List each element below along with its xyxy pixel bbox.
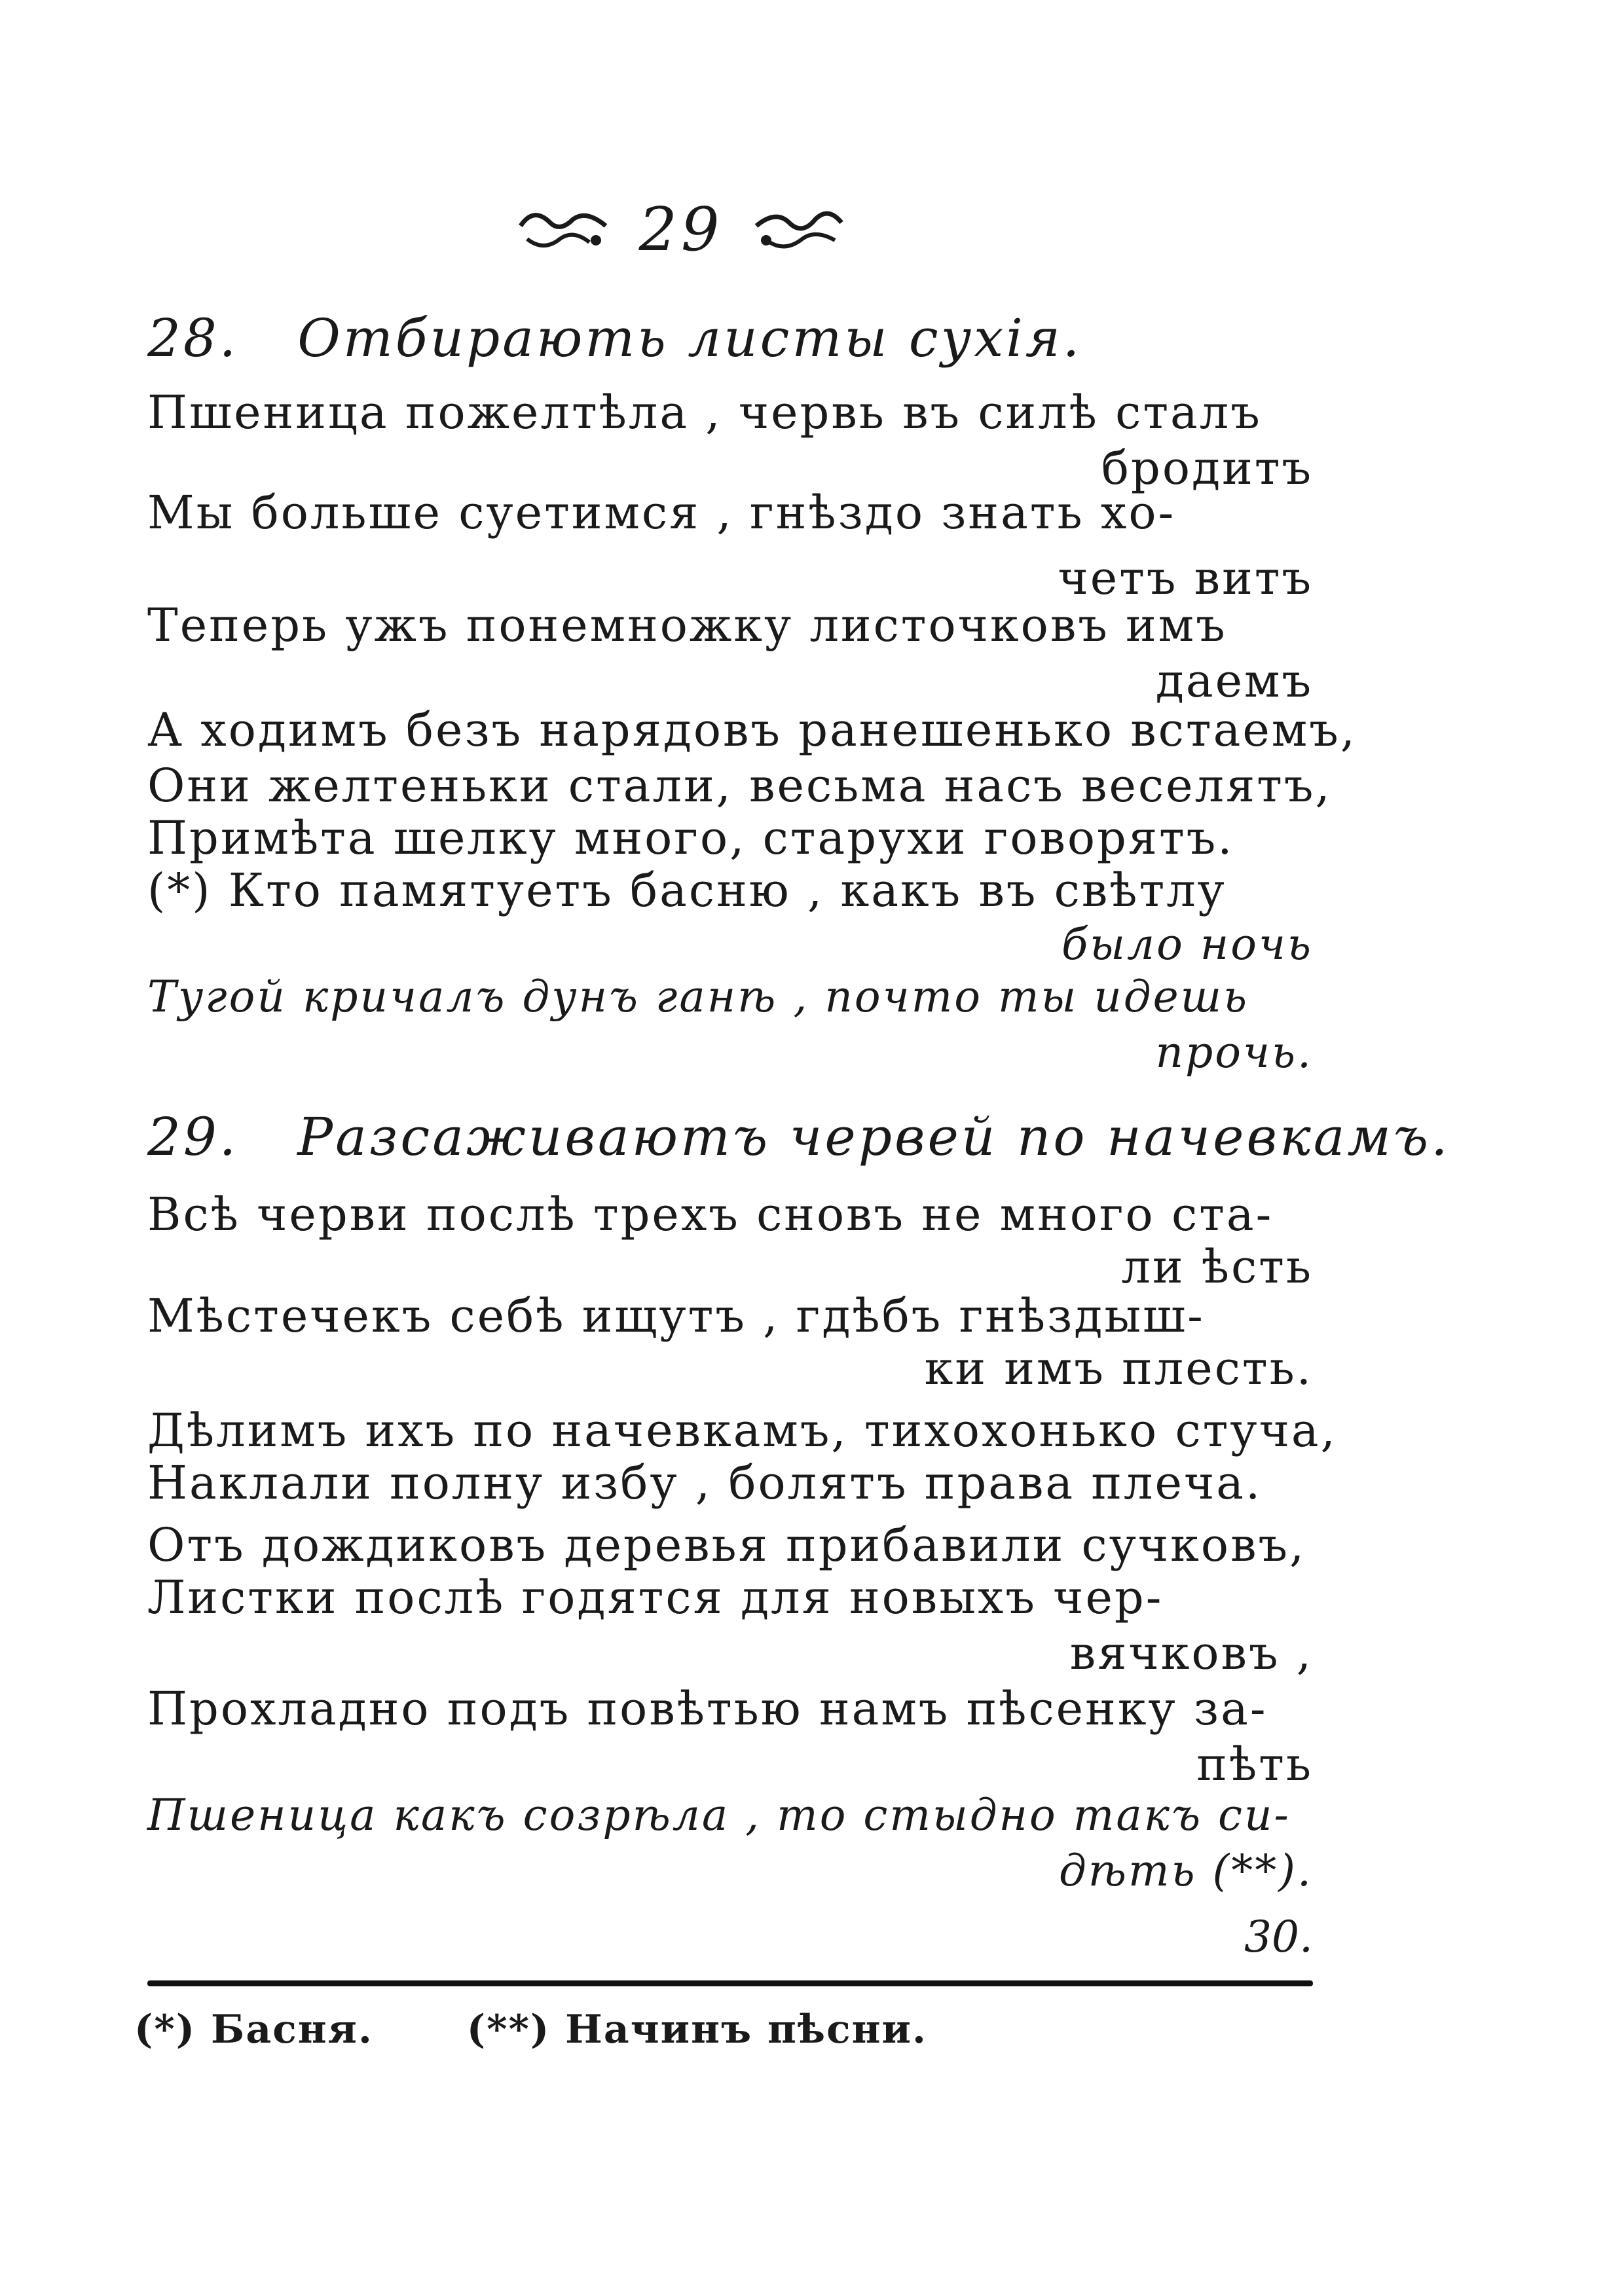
verse-line: (*) Кто памятуетъ басню , какъ въ свѣтлу [147, 864, 1227, 917]
verse-line: Пшеница пожелтѣла , червь въ силѣ сталъ [147, 386, 1262, 439]
left-ornament-icon [514, 200, 612, 259]
verse-line: Дѣлимъ ихъ по начевкамъ, тихохонько стуча, [147, 1404, 1337, 1457]
section-29-heading: Разсаживаютъ червей по начевкамъ. [297, 1106, 1450, 1167]
verse-line-continuation: пѣть [1196, 1738, 1313, 1791]
verse-line-continuation: дѣть (**). [1058, 1846, 1313, 1896]
verse-line-continuation: четъ витъ [1058, 551, 1313, 605]
section-28-title [147, 308, 1313, 369]
section-29-number: 29. [147, 1106, 239, 1167]
verse-line: Наклали полну избу , болятъ права плеча. [147, 1456, 1263, 1510]
section-29-title [147, 1106, 1450, 1167]
verse-line-continuation: бродитъ [1101, 441, 1313, 495]
verse-line-continuation: даемъ [1155, 654, 1313, 708]
footnote-2: (**) Начинъ пѣсни. [466, 2007, 927, 2052]
verse-line: Тугой кричалъ дунъ ганѣ , почто ты идешь [147, 972, 1249, 1022]
verse-line-continuation: было ночь [1061, 919, 1313, 970]
verse-line-continuation: ки имъ плесть. [924, 1341, 1313, 1395]
section-28-heading: Отбирають листы сухія. [297, 308, 1082, 369]
verse-line: Они желтеньки стали, весьма насъ веселятъ, [147, 759, 1332, 812]
verse-line: Мы больше суетимся , гнѣздо знать хо- [147, 486, 1176, 539]
verse-line: Всѣ черви послѣ трехъ сновъ не много ста- [147, 1188, 1274, 1241]
page-number: 29 [638, 194, 724, 264]
verse-line: А ходимъ безъ нарядовъ ранешенько встаемъ, [147, 703, 1357, 757]
verse-line: Пшеница какъ созрѣла , то стыдно такъ си- [147, 1790, 1291, 1840]
footnotes [134, 2007, 1006, 2052]
footnote-rule [147, 1980, 1313, 1986]
verse-line-continuation: прочь. [1155, 1027, 1313, 1078]
verse-line: Мѣстечекъ себѣ ищутъ , гдѣбъ гнѣздыш- [147, 1289, 1205, 1343]
footnote-1: (*) Басня. [134, 2007, 373, 2052]
catchword: 30. [1244, 1912, 1313, 1962]
verse-line: Отъ дождиковъ деревья прибавили сучковъ, [147, 1518, 1306, 1572]
section-28-number: 28. [147, 308, 239, 369]
right-ornament-icon [750, 200, 848, 259]
verse-line: Примѣта шелку много, старухи говорятъ. [147, 811, 1234, 865]
verse-line-continuation: ли ѣсть [1121, 1240, 1313, 1294]
running-header [498, 190, 864, 268]
verse-line-continuation: вячковъ , [1069, 1626, 1313, 1680]
verse-line: Прохладно подъ повѣтью намъ пѣсенку за- [147, 1682, 1268, 1736]
verse-line: Листки послѣ годятся для новыхъ чер- [147, 1571, 1164, 1624]
verse-line: Теперь ужъ понемножку листочковъ имъ [147, 598, 1227, 652]
